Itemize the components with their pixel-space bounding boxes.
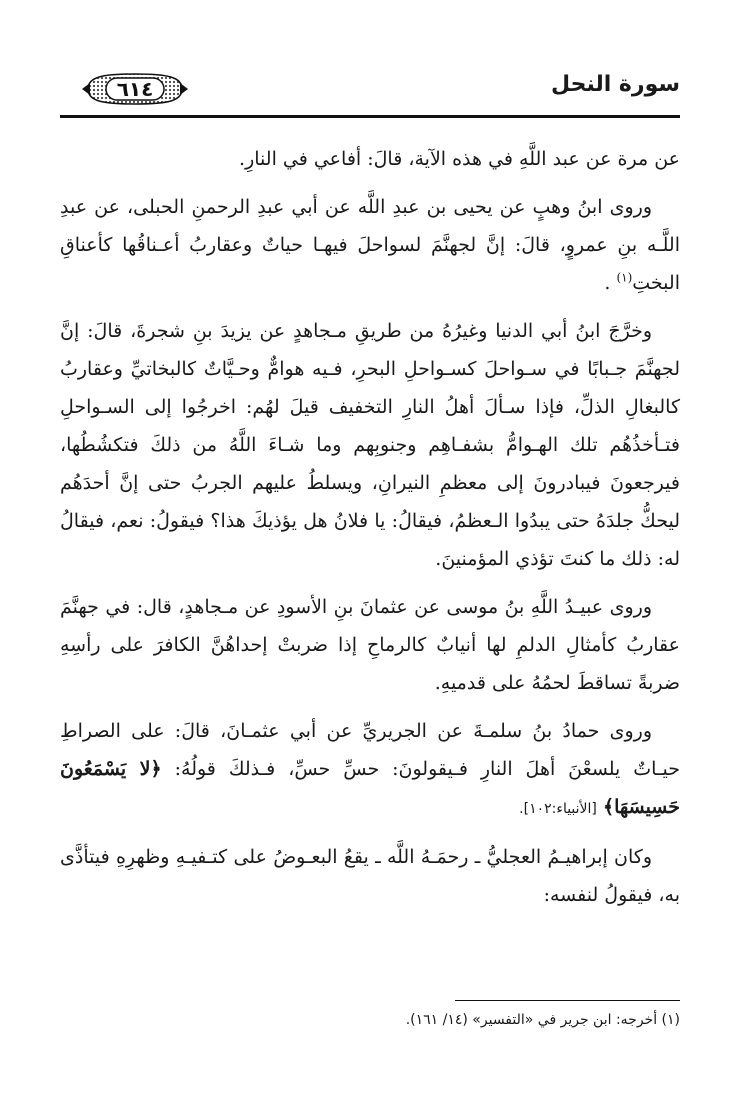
footnote-marker: (١) — [616, 270, 633, 285]
paragraph — [60, 712, 680, 828]
page-header — [60, 70, 680, 112]
surah-title: سورة النحل — [550, 72, 680, 97]
quran-verse: ﴿لا يَسْمَعُونَ حَسِيسَهَا﴾ — [60, 758, 680, 818]
main-text — [60, 140, 680, 924]
paragraph — [60, 588, 680, 702]
paragraph — [60, 140, 680, 178]
paragraph-text: وروى عبيـدُ اللَّهِ بنُ موسى عن عثمانَ بنِ الأسودِ عن مـجاهدٍ، قال: في جهنَّمَ عقاربُ كأمثالِ الدلمِ لها أنيابٌ كالرماحِ إذا ضربتْ إحداهُنَّ الكافرَ على رأسِهِ ضربةً تساقطَ لحمُهُ على قدميهِ. — [60, 596, 680, 694]
header-divider — [60, 115, 680, 118]
paragraph — [60, 312, 680, 578]
paragraph — [60, 838, 680, 914]
paragraph-text: وكان إبراهيـمُ العجليُّ ـ رحمَـهُ اللَّه ـ يقعُ البعـوضُ على كتـفيـهِ وظهرِهِ فيتأذَّى به، فيقولُ لنفسه: — [60, 846, 680, 906]
paragraph-text: عن مرة عن عبد اللَّهِ في هذه الآية، قالَ: أفاعي في النارِ. — [239, 148, 680, 170]
verse-reference: [الأنبياء:١٠٢]. — [519, 801, 597, 817]
sentence-end: . — [604, 272, 611, 294]
paragraph-text: وخرَّجَ ابنُ أبي الدنيا وغيرُهُ من طريقِ مـجاهدٍ عن يزيدَ بنِ شجرةَ، قالَ: إنَّ لجهنَّمَ جـبابًا في سـواحلَ كسـواحلِ البحرِ، فـيه هوامٌّ وحـيَّاتٌ كالبخاتيِّ وعقاربُ كالبغالِ الذلِّ، فإذا سـألَ أهلُ النارِ التخفيف قيلَ لهُم: اخرجُوا إلى السـواحلِ فتـأخذُهُم تلك الهـوامُّ بشفـاهِم وجنوبِهم وما شـاءَ اللَّهُ من ذلكَ فتكشُطُها، فيرجعونَ فيبادرونَ إلى معظمِ النيرانِ، ويسلطُ عليهم الجربُ حتى إنَّ أحدَهُم ليحكُّ جلدَهُ حتى يبدُوا الـعظمُ، فيقالُ: يا فلانُ هل يؤذيكَ هذا؟ فيقولُ: نعم، فيقالُ له: ذلك ما كنتَ تؤذي المؤمنينَ. — [60, 320, 680, 570]
footnote-divider — [455, 1000, 680, 1001]
paragraph-text: وروى حمادُ بنُ سلمـةَ عن الجريريِّ عن أبي عثمـانَ، قالَ: على الصراطِ حيـاتٌ يلسعْنَ أهلَ النارِ فـيقولونَ: حسِّ حسِّ، فـذلكَ قولُهُ: — [60, 720, 681, 780]
page-number-badge — [80, 72, 190, 106]
footnote: (١) أخرجه: ابن جرير في «التفسير» (١٤/ ١٦١). — [405, 1012, 680, 1028]
paragraph — [60, 188, 680, 302]
paragraph-text: وروى ابنُ وهبٍ عن يحيى بن عبدِ اللَّه عن أبي عبدِ الرحمنِ الحبلى، عن عبدِ اللَّـه بنِ عمروٍ، قالَ: إنَّ لجهنَّمَ لسواحلَ فيهـا حياتٌ وعقاربُ أعـناقُها كأعناقِ البختِ — [60, 196, 680, 294]
page-number: ٦١٤ — [116, 77, 154, 101]
